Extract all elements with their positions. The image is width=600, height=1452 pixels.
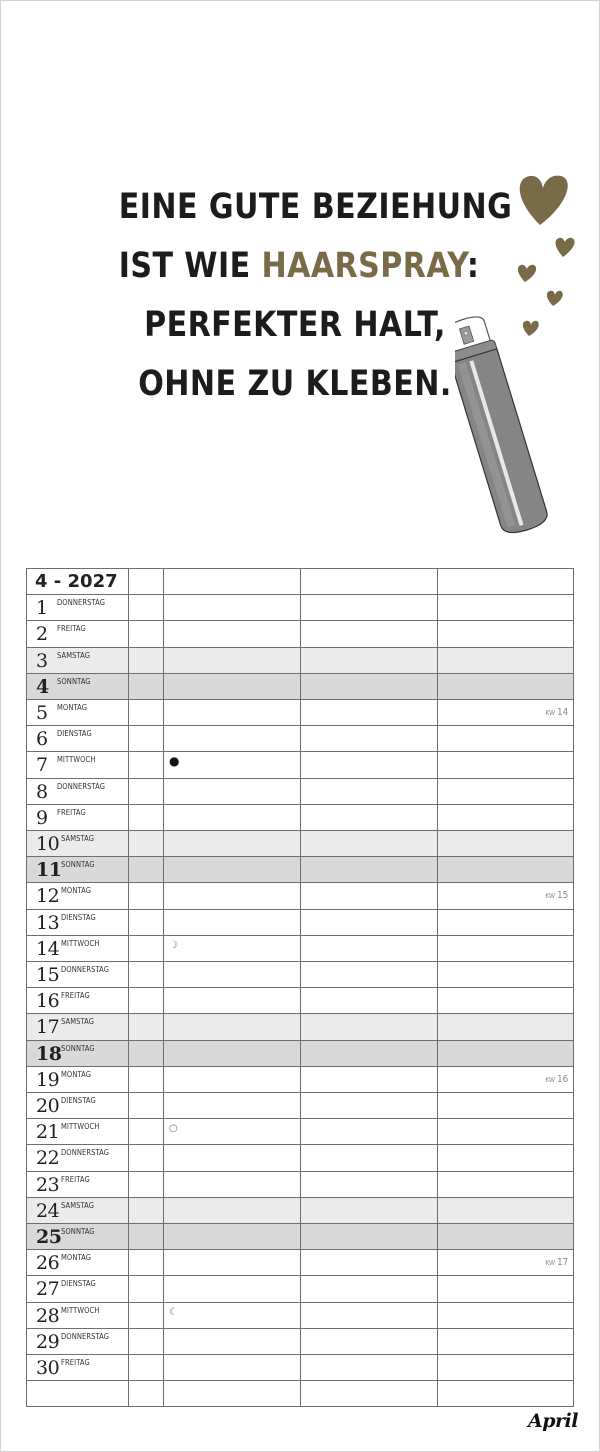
- day-number: 23: [36, 1173, 60, 1196]
- day-number: 28: [36, 1304, 60, 1327]
- last-quarter-moon-icon: ☾: [169, 1306, 178, 1318]
- day-name: SONNTAG: [61, 1043, 95, 1053]
- day-number: 12: [36, 885, 60, 908]
- day-number: 19: [36, 1068, 60, 1091]
- full-moon-icon: ○: [169, 1123, 178, 1135]
- day-number: 17: [36, 1016, 60, 1039]
- day-name: MITTWOCH: [61, 1305, 100, 1315]
- day-number: 16: [36, 990, 60, 1013]
- day-number: 3: [36, 649, 48, 672]
- day-number: 13: [36, 911, 60, 934]
- day-name: MONTAG: [57, 703, 88, 712]
- day-number: 4: [36, 675, 49, 698]
- month-year-label: 4 - 2027: [35, 571, 118, 592]
- new-moon-icon: ●: [169, 754, 180, 769]
- calendar-week-label: KW 14: [545, 707, 568, 718]
- column-divider: [437, 569, 438, 1406]
- day-name: DONNERSTAG: [57, 598, 106, 608]
- day-name: SONNTAG: [57, 676, 91, 686]
- day-number: 2: [36, 623, 48, 646]
- day-number: 14: [36, 937, 60, 960]
- day-name: SAMSTAG: [61, 1200, 95, 1210]
- day-number: 10: [36, 833, 60, 855]
- day-name: MITTWOCH: [61, 1122, 100, 1132]
- day-name: MONTAG: [61, 1253, 92, 1263]
- day-number: 25: [36, 1226, 62, 1248]
- day-name: MITTWOCH: [61, 938, 100, 948]
- day-name: MONTAG: [61, 1069, 92, 1079]
- quote-line-3: PERFEKTER HALT,: [144, 305, 446, 345]
- day-name: SONNTAG: [61, 1227, 95, 1236]
- day-name: SAMSTAG: [61, 834, 95, 843]
- hearts-icon: [518, 176, 575, 336]
- day-number: 24: [36, 1199, 60, 1222]
- day-number: 27: [36, 1278, 60, 1301]
- day-number: 8: [36, 780, 48, 803]
- day-name: DIENSTAG: [57, 729, 92, 739]
- day-number: 21: [36, 1121, 60, 1144]
- day-number: 1: [36, 597, 48, 620]
- calendar-grid: [26, 568, 574, 1407]
- day-number: 5: [36, 702, 48, 724]
- day-name: DONNERSTAG: [61, 965, 110, 974]
- day-name: MITTWOCH: [57, 755, 96, 765]
- day-number: 20: [36, 1095, 60, 1117]
- day-name: FREITAG: [61, 991, 90, 1001]
- quote-accent-word: HAARSPRAY: [261, 246, 467, 286]
- day-name: SONNTAG: [61, 860, 95, 870]
- day-name: SAMSTAG: [61, 1017, 95, 1027]
- first-quarter-moon-icon: ☽: [169, 939, 178, 951]
- calendar-week-label: KW 17: [545, 1257, 568, 1269]
- day-number: 6: [36, 728, 48, 751]
- day-number: 26: [36, 1252, 60, 1275]
- day-name: DONNERSTAG: [61, 1331, 110, 1341]
- quote-line-1: EINE GUTE BEZIEHUNG: [118, 187, 513, 227]
- day-name: FREITAG: [61, 1174, 90, 1184]
- calendar-week-label: KW 15: [545, 890, 568, 902]
- day-number: 18: [36, 1042, 62, 1065]
- day-name: DONNERSTAG: [57, 781, 106, 791]
- day-number: 11: [36, 859, 62, 882]
- column-divider: [300, 569, 301, 1406]
- hairspray-can-with-hearts-icon: [455, 170, 595, 540]
- column-divider: [128, 569, 129, 1406]
- quote-line-2: IST WIE HAARSPRAY:: [118, 246, 480, 286]
- column-divider: [163, 569, 164, 1406]
- day-name: MONTAG: [61, 886, 92, 896]
- day-name: DIENSTAG: [61, 1279, 96, 1289]
- day-number: 30: [36, 1357, 60, 1379]
- day-name: DIENSTAG: [61, 912, 96, 922]
- quote-line-4: OHNE ZU KLEBEN.: [138, 364, 452, 404]
- day-name: FREITAG: [57, 624, 86, 634]
- month-signature: April: [528, 1410, 578, 1432]
- day-number: 7: [36, 754, 48, 777]
- day-number: 15: [36, 964, 60, 986]
- day-name: DONNERSTAG: [61, 1148, 110, 1158]
- day-number: 29: [36, 1330, 60, 1353]
- day-name: FREITAG: [61, 1358, 90, 1367]
- calendar-week-label: KW 16: [545, 1073, 568, 1085]
- day-name: DIENSTAG: [61, 1096, 96, 1105]
- quote-text: [90, 178, 513, 414]
- day-name: SAMSTAG: [57, 650, 91, 660]
- day-number: 22: [36, 1147, 60, 1170]
- day-name: FREITAG: [57, 807, 86, 817]
- day-number: 9: [36, 806, 48, 829]
